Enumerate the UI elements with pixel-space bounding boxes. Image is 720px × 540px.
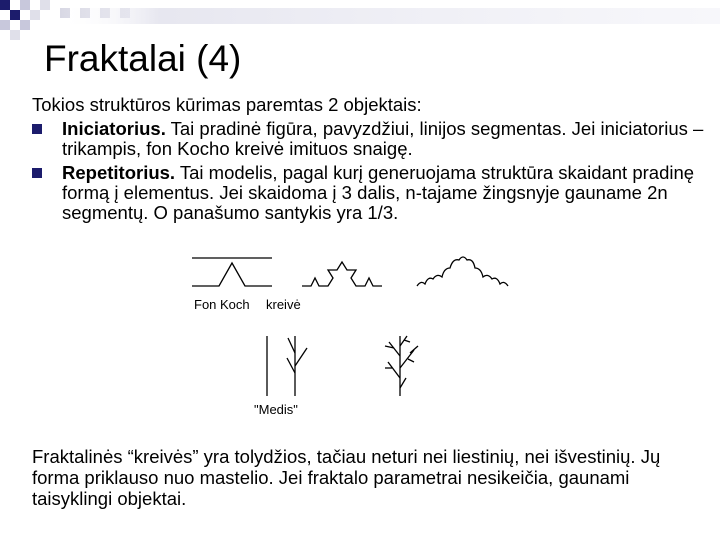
- fractal-figure: [182, 238, 520, 432]
- slide-title: Fraktalai (4): [44, 38, 242, 79]
- decorative-header-pattern: [0, 0, 720, 40]
- footer-paragraph: Fraktalinės “kreivės” yra tolydžios, tačiau neturi nei liestinių, nei išvestinių. Jų forma priklauso nuo mastelio. Jei fraktalo parametrai nesikeičia, gaunami taisyklingi objektai.: [32, 446, 661, 509]
- bullet-item-iniciatorius: [32, 119, 712, 159]
- koch-step-3: [417, 257, 508, 286]
- bullet-text: Tai modelis, pagal kurį generuojama struktūra skaidant pradinę formą į elementus. Jei skaidoma į 3 dalis, n-tajame žingsnyje gauname 2n segmentų. O panašumo santykis yra 1/3.: [62, 162, 695, 223]
- intro-text: Tokios struktūros kūrimas paremtas 2 objektais:: [32, 94, 422, 115]
- koch-step-2: [302, 262, 382, 286]
- koch-step-1: [192, 263, 272, 286]
- slide-body: [32, 95, 712, 227]
- koch-caption-2: kreivė: [266, 297, 301, 312]
- square-bullet-icon: [32, 168, 42, 178]
- square-bullet-icon: [32, 124, 42, 134]
- bullet-term: Repetitorius.: [62, 162, 176, 183]
- koch-caption-1: Fon Koch: [194, 297, 250, 312]
- bullet-term: Iniciatorius.: [62, 118, 166, 139]
- tree-caption: "Medis": [254, 402, 298, 417]
- bullet-list: [32, 119, 712, 223]
- bullet-text: Tai pradinė figūra, pavyzdžiui, linijos segmentas. Jei iniciatorius – trikampis, fon Kocho kreivė imituos snaigę.: [62, 118, 704, 159]
- bullet-item-repetitorius: [32, 163, 712, 223]
- fractal-illustration: [182, 238, 520, 432]
